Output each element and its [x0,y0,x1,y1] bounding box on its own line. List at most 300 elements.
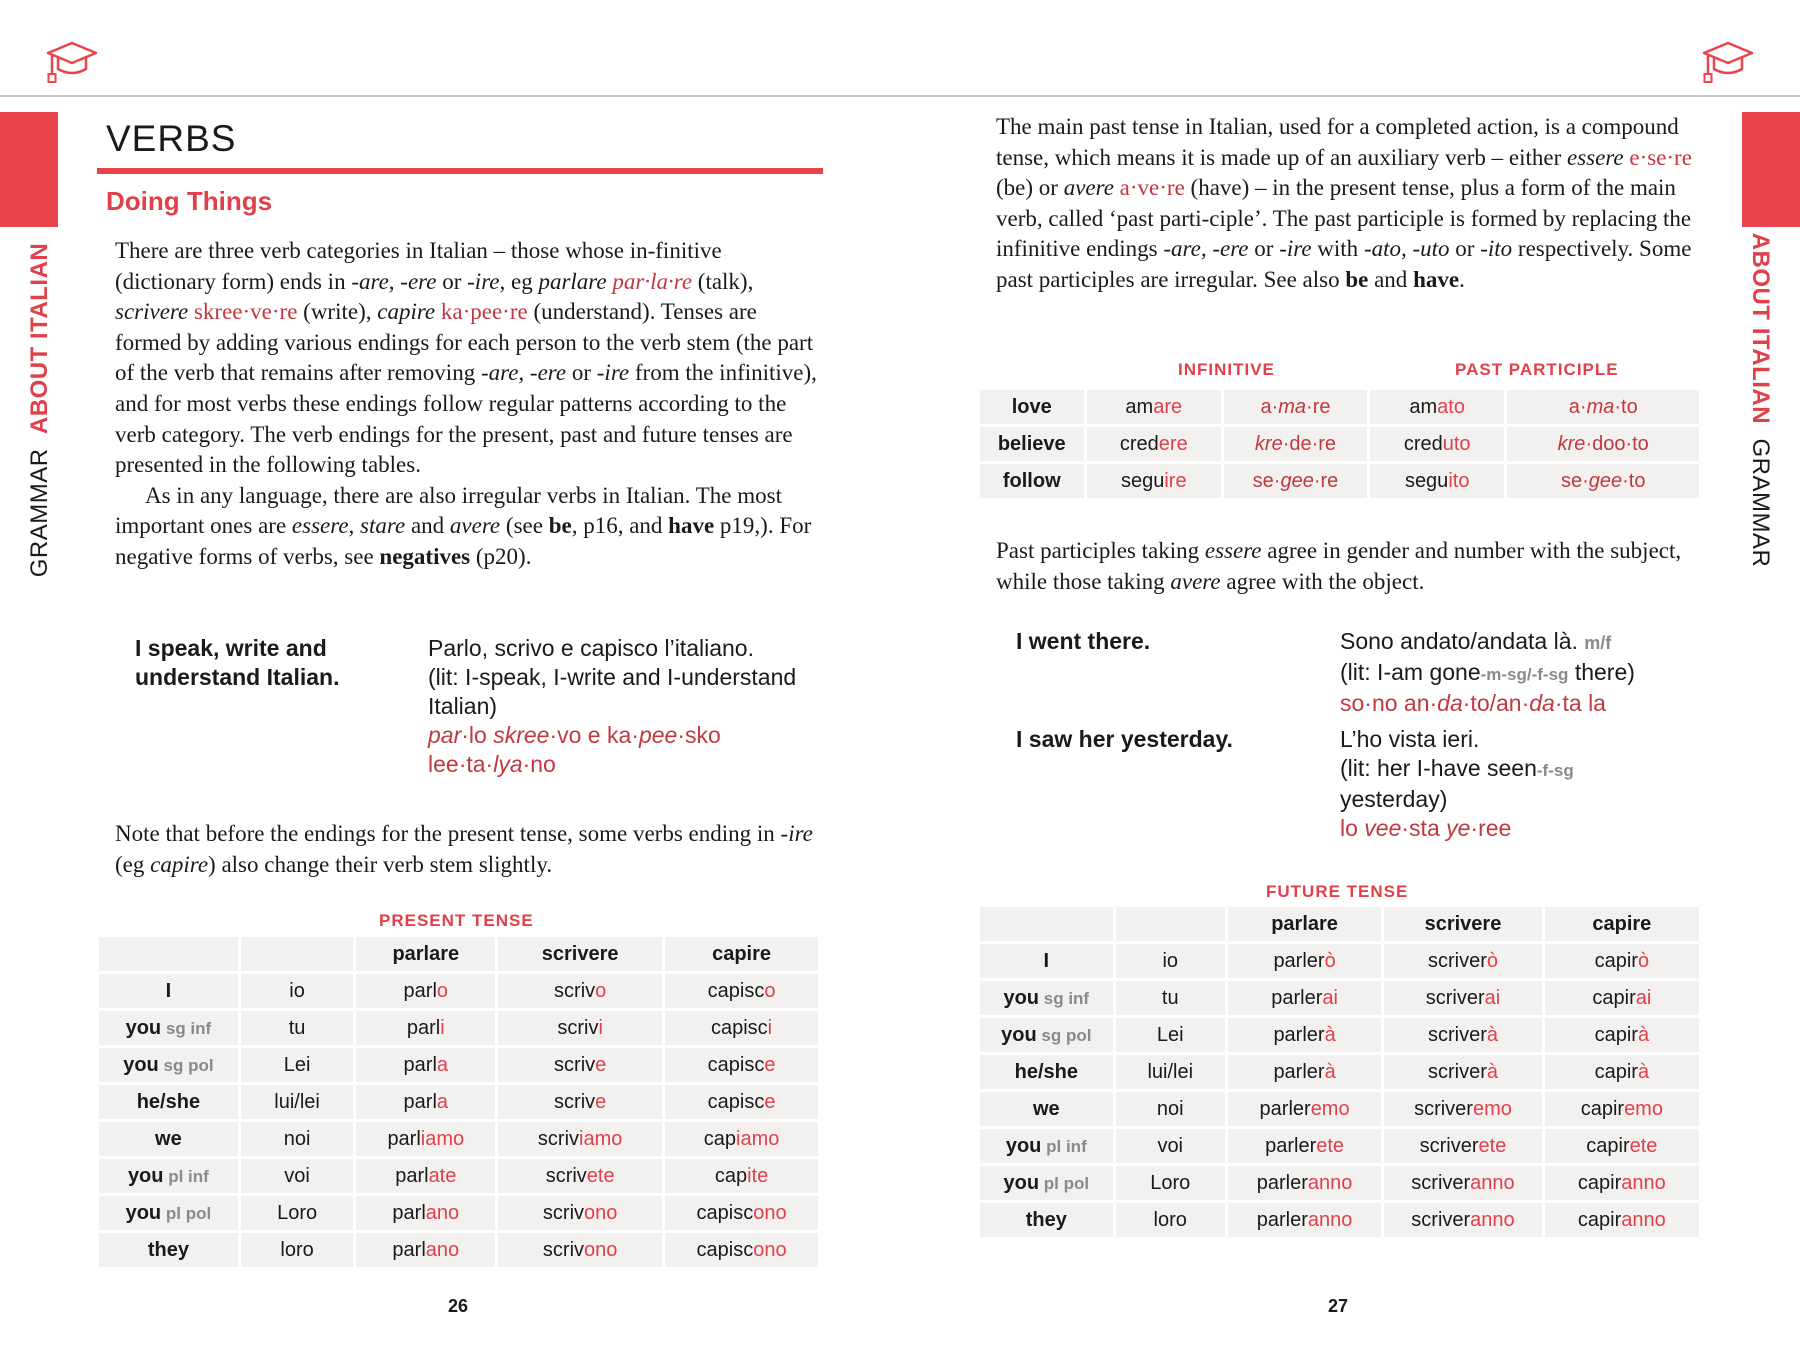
table-row [99,1159,818,1193]
example-italian [428,634,808,779]
text-run: par [428,722,462,748]
text-run: or [1449,236,1481,262]
verb-stem: capir [1580,1097,1625,1120]
person-label: I [165,979,172,1002]
header-blank [1116,907,1225,941]
verb-ending: iamo [420,1127,465,1150]
participle-pronunciation-cell [1507,390,1699,424]
text-run: Note that before the endings for the present tense, some verbs ending in [115,821,781,846]
text-run: parlare [538,268,607,294]
verb-ending: are [1153,395,1183,418]
pronunciation-syllable: ma [1278,395,1307,418]
verb-stem: capir [1586,1134,1630,1157]
person-label: you [1001,1023,1037,1046]
text-run: (talk), [692,268,754,294]
verb-ending: ò [1486,949,1498,972]
person-qualifier: sg inf [1039,988,1090,1008]
verb-form-cell [1228,981,1381,1015]
person-cell [980,1092,1113,1126]
verb-ending: ire [1164,469,1187,492]
text-run: -are, -ere [1163,236,1249,262]
person-qualifier: pl inf [1041,1136,1087,1156]
text-run: avere [1063,175,1114,201]
pronunciation-syllable: ·de·re [1282,432,1337,455]
verb-form-cell [1545,1203,1699,1237]
verb-form-cell [665,1085,818,1119]
agreement-paragraph [996,536,1701,597]
pronunciation-syllable: ·re [1313,469,1339,492]
verb-form-cell [1545,1018,1699,1052]
text-run: -ire [780,821,813,846]
verb-stem: parler [1256,1171,1308,1194]
verb-ending: à [1486,1023,1498,1046]
present-tense-caption: PRESENT TENSE [379,911,534,930]
text-run: -ito [1480,236,1513,262]
verb-stem: parl [406,1016,441,1039]
verb-stem: scriv [542,1238,585,1261]
text-run: There are three verb categories in Italian – those whose in-finitive (dictionary form) ends in [115,238,722,294]
future-tense-table [977,904,1702,1240]
pronoun-cell: lui/lei [1116,1055,1225,1089]
person-qualifier: sg pol [158,1055,214,1075]
text-run: ·vo e ka· [549,722,639,748]
pronunciation-syllable: ·no an· [1364,690,1438,716]
person-cell [980,1055,1113,1089]
agreement-tag: -m-sg/-f-sg [1480,665,1569,684]
verb-form-cell [1384,981,1541,1015]
graduation-cap-icon [1700,36,1756,86]
example-italian [1340,627,1720,718]
person-label: you [123,1053,159,1076]
verb-stem: parl [395,1164,429,1187]
verb-stem: parl [403,1053,437,1076]
verb-stem: segu [1404,469,1449,492]
verb-form-cell [498,1159,662,1193]
text-run: par·la·re [606,268,693,294]
text-run: negatives [379,543,471,569]
verb-form-cell [1384,1018,1541,1052]
title-rule [97,168,823,174]
text-run: or [566,360,597,386]
header-blank [99,937,238,971]
text-run: As in any language, there are also irregular verbs in Italian. The most important ones are [115,482,782,539]
verb-form-cell [1384,1203,1541,1237]
verb-ending: à [1486,1060,1498,1083]
verb-ending: anno [1470,1208,1515,1231]
verb-ending: anno [1621,1171,1666,1194]
verb-stem: am [1409,395,1438,418]
verb-ending: uto [1442,432,1471,455]
pronoun-cell: lui/lei [241,1085,354,1119]
pronunciation-syllable: se· [1560,469,1589,492]
table-row [980,1129,1699,1163]
verb-ending: e [764,1053,776,1076]
pronunciation-syllable: da [1529,690,1555,716]
verb-form-cell [1228,1092,1381,1126]
pronoun-cell: Lei [241,1048,354,1082]
example-italian-text: Sono andato/andata là. [1340,628,1578,654]
verb-stem: parler [1273,1023,1325,1046]
verb-ending: à [1324,1060,1336,1083]
table-header-row [99,937,818,971]
text-run: (have) – in the present tense, plus a form of the main verb, called ‘past parti-ciple’. The past participle is formed by replacing the infinitive endings [996,175,1692,262]
pronunciation-syllable: ma [1586,395,1615,418]
table-row [980,981,1699,1015]
header-blank [980,907,1113,941]
verb-stem: scriver [1427,1060,1487,1083]
verb-ending: emo [1310,1097,1350,1120]
verb-ending: ai [1635,986,1652,1009]
person-label: you [125,1016,162,1039]
example-literal: (lit: her I-have seen [1340,755,1537,781]
verb-stem: capir [1577,1171,1622,1194]
text-run: with [1311,236,1364,262]
verb-ending: anno [1307,1171,1353,1194]
person-label: they [147,1238,189,1261]
text-run: p19,). For negative forms of verbs, see [115,513,812,569]
participle-pronunciation-cell [1507,427,1699,461]
example-english: I went there. [1016,628,1151,654]
person-label: you [1003,986,1040,1009]
text-run: . [1459,266,1465,292]
text-run: or [1248,236,1280,262]
table-row [99,1048,818,1082]
text-run: (be) or [996,175,1064,201]
table-row [980,1018,1699,1052]
text-run: scrivere [115,299,189,325]
table-row [99,1196,818,1230]
infinitive-pronunciation-cell [1224,427,1367,461]
pronunciation-syllable: ye [1446,815,1471,841]
pronunciation-syllable: vee [1364,815,1402,841]
text-run: (understand). Tenses are formed by adding various endings for each person to the verb stem (the part of the verb that remains after removing [115,299,814,386]
verb-ending: ano [425,1201,460,1224]
verb-stem: scriver [1411,1208,1471,1231]
verb-ending: ono [584,1201,618,1224]
side-label-right [1746,233,1774,568]
verb-stem: capisc [710,1016,768,1039]
verb-ending: ete [586,1164,615,1187]
side-label-about: ABOUT ITALIAN [26,242,53,435]
text-run: skree·ve·re [188,299,298,325]
column-header: capire [1545,907,1699,941]
verb-stem: parl [403,979,437,1002]
note-text [115,819,827,880]
verb-form-cell [665,1196,818,1230]
verb-form-cell [356,1085,495,1119]
example-pronunciation [1340,814,1720,843]
pronunciation-syllable: da [1437,690,1463,716]
verb-stem: parler [1273,949,1325,972]
verb-stem: segu [1120,469,1165,492]
verb-form-cell [1384,1129,1541,1163]
intro-paragraph [115,236,827,573]
person-cell [99,1196,238,1230]
future-tense-caption: FUTURE TENSE [1266,882,1409,901]
verb-stem: parler [1259,1097,1311,1120]
text-run: (see [500,513,549,539]
text-run: , p16, and [571,513,669,539]
verb-form-cell [665,974,818,1008]
table-row [980,427,1699,461]
pronoun-cell: Loro [241,1196,354,1230]
example-literal: (lit: I-am gone [1340,659,1481,685]
verb-form-cell [498,1048,662,1082]
verb-form-cell [1545,1166,1699,1200]
pronoun-cell: Loro [1116,1166,1225,1200]
text-run: e·se·re [1623,144,1692,170]
verb-ending: ere [1158,432,1188,455]
person-label: you [1005,1134,1042,1157]
person-cell [980,1018,1113,1052]
verb-form-cell [1370,390,1505,424]
meaning-cell: believe [980,427,1084,461]
person-cell [99,1233,238,1267]
verb-ending: a [436,1090,449,1113]
verb-form-cell [1228,1055,1381,1089]
text-run: essere, stare [291,513,406,539]
pronoun-cell: voi [1116,1129,1225,1163]
pronunciation-syllable: gee [1280,469,1314,492]
verb-stem: capisc [707,1090,765,1113]
person-label: we [1032,1097,1060,1120]
table-row [99,1011,818,1045]
verb-form-cell [498,1196,662,1230]
verb-ending: ito [1448,469,1470,492]
page-number-right: 27 [1328,1296,1349,1316]
verb-ending: ate [428,1164,457,1187]
verb-ending: emo [1624,1097,1663,1120]
verb-form-cell [356,1011,495,1045]
header-rule [0,95,1800,97]
verb-form-cell [498,1233,662,1267]
verb-ending: ò [1637,949,1650,972]
verb-stem: scriv [554,1053,596,1076]
column-header: parlare [356,937,495,971]
verb-stem: capir [1592,986,1636,1009]
verb-form-cell [665,1159,818,1193]
verb-form-cell [1228,1129,1381,1163]
verb-ending: iamo [736,1127,780,1150]
verb-form-cell [1087,464,1222,498]
verb-form-cell [665,1122,818,1156]
example-pronunciation [1340,689,1720,718]
table-row [980,944,1699,978]
person-cell [99,1048,238,1082]
example-english: I speak, write and understand Italian. [135,635,340,690]
agreement-tag: -f-sg [1536,761,1574,780]
verb-ending: à [1637,1023,1650,1046]
person-label: we [155,1127,182,1150]
pronunciation-syllable: a· [1260,395,1279,418]
example-italian [1340,725,1720,843]
example-italian-text: L’ho vista ieri. [1340,726,1480,752]
verb-ending: ono [753,1201,787,1224]
person-qualifier: pl pol [161,1203,212,1223]
agreement-text [996,536,1701,597]
verb-ending: e [764,1090,776,1113]
text-run: have [668,513,715,539]
pronunciation-syllable: kre [1254,432,1283,455]
verb-ending: anno [1470,1171,1515,1194]
verb-form-cell [665,1011,818,1045]
verb-ending: a [436,1053,449,1076]
text-run: -are, -ere [480,360,567,386]
table-row [99,1122,818,1156]
pronoun-cell: io [1116,944,1225,978]
column-header: capire [665,937,818,971]
verb-ending: ete [1629,1134,1658,1157]
pronoun-cell: loro [1116,1203,1225,1237]
verb-ending: iamo [579,1127,623,1150]
verb-stem: parl [403,1090,437,1113]
verb-ending: ono [753,1238,787,1261]
verb-ending: e [595,1090,607,1113]
person-cell [980,981,1113,1015]
verb-stem: am [1125,395,1154,418]
text-run: avere [1170,568,1221,594]
person-label: you [125,1201,162,1224]
verb-ending: i [767,1016,773,1039]
verb-stem: scriv [554,1090,596,1113]
page-number-left: 26 [448,1296,469,1316]
verb-stem: scriver [1427,949,1487,972]
past-tense-paragraph [996,112,1701,296]
text-run: or [436,268,468,294]
pronoun-cell: voi [241,1159,354,1193]
side-tab-right [1742,112,1800,227]
verb-stem: scriv [554,979,596,1002]
pronunciation-syllable: kre [1557,432,1586,455]
text-run: and [405,513,450,539]
verb-form-cell [498,1122,662,1156]
side-label-grammar: GRAMMAR [26,448,53,578]
pronunciation-syllable: ·ta la [1554,690,1606,716]
verb-stem: cred [1119,432,1159,455]
pronunciation-syllable: ·ree [1470,815,1512,841]
side-tab-left [0,112,58,227]
side-label-left [26,243,54,578]
person-label: he/she [1014,1060,1078,1083]
participle-pronunciation-cell [1507,464,1699,498]
verb-stem: scriv [537,1127,580,1150]
table-row [980,1092,1699,1126]
verb-form-cell [356,1233,495,1267]
verb-stem: parl [392,1201,426,1224]
verb-ending: o [764,979,776,1002]
text-run: be [1345,266,1369,292]
verb-ending: ano [425,1238,460,1261]
pronunciation-syllable: gee [1588,469,1623,492]
verb-form-cell [665,1233,818,1267]
verb-form-cell [356,1159,495,1193]
text-run: agree in gender and number with the subject, while those taking [996,538,1682,594]
meaning-cell: love [980,390,1084,424]
text-run: be [548,513,572,539]
verb-form-cell [1384,944,1541,978]
verb-stem: scriver [1425,986,1485,1009]
text-run: and [1368,266,1414,292]
verb-stem: capir [1594,1060,1638,1083]
verb-form-cell [498,1011,662,1045]
text-run: lya [493,751,523,777]
pronunciation-syllable: a· [1568,395,1587,418]
pronunciation-syllable: lo [1340,815,1365,841]
pronunciation-syllable: ·doo·to [1585,432,1649,455]
text-run: ·sko lee·ta· [428,722,721,777]
person-qualifier: sg pol [1036,1025,1092,1045]
text-run: (write), [297,299,378,325]
text-run: (eg [115,851,151,877]
table-row [980,464,1699,498]
verb-form-cell [1384,1166,1541,1200]
intro-text-irregular [115,481,827,573]
verb-ending: ete [1316,1134,1345,1157]
text-run: a·ve·re [1113,175,1185,201]
text-run: capire [377,299,436,325]
pronoun-cell: loro [241,1233,354,1267]
person-label: he/she [136,1090,201,1113]
pronoun-cell: tu [1116,981,1225,1015]
person-cell [980,1129,1113,1163]
text-run: -ire [1279,236,1312,262]
verb-stem: scriver [1427,1023,1487,1046]
intro-text [115,236,827,481]
table-row [980,1166,1699,1200]
person-cell [980,1203,1113,1237]
verb-form-cell [1384,1092,1541,1126]
verb-form-cell [1384,1055,1541,1089]
verb-stem: scriv [545,1164,587,1187]
page-title: VERBS [106,118,237,159]
verb-ending: ete [1478,1134,1507,1157]
verb-stem: capisc [707,979,765,1002]
verb-form-cell [1228,1166,1381,1200]
person-qualifier: pl pol [1039,1173,1090,1193]
text-run: avere [449,513,501,539]
text-run: (p20). [470,543,532,569]
verb-ending: à [1324,1023,1336,1046]
verb-ending: à [1637,1060,1650,1083]
verb-form-cell [498,1085,662,1119]
table-row [980,1055,1699,1089]
side-label-grammar: GRAMMAR [1747,438,1774,568]
note-paragraph [115,819,827,880]
meaning-cell: follow [980,464,1084,498]
past-participle-table [977,387,1702,501]
verb-stem: cred [1403,432,1443,455]
verb-form-cell [1228,1203,1381,1237]
verb-form-cell [1087,427,1222,461]
person-cell [99,1122,238,1156]
verb-form-cell [1228,1018,1381,1052]
table-header-row [980,907,1699,941]
person-label: you [1003,1171,1040,1194]
verb-ending: o [436,979,449,1002]
pronoun-cell: noi [1116,1092,1225,1126]
verb-form-cell [1545,1092,1699,1126]
verb-ending: ono [584,1238,618,1261]
verb-form-cell [1545,944,1699,978]
text-run: capire [150,851,209,877]
infinitive-pronunciation-cell [1224,390,1367,424]
example-english: I saw her yesterday. [1016,726,1233,752]
verb-ending: e [595,1053,607,1076]
text-run: The main past tense in Italian, used for a completed action, is a compound tense, which means it is made up of an auxiliary verb – either [996,114,1679,170]
pronunciation-syllable: ·re [1306,395,1331,418]
verb-stem: capir [1594,1023,1638,1046]
verb-stem: scriv [542,1201,585,1224]
